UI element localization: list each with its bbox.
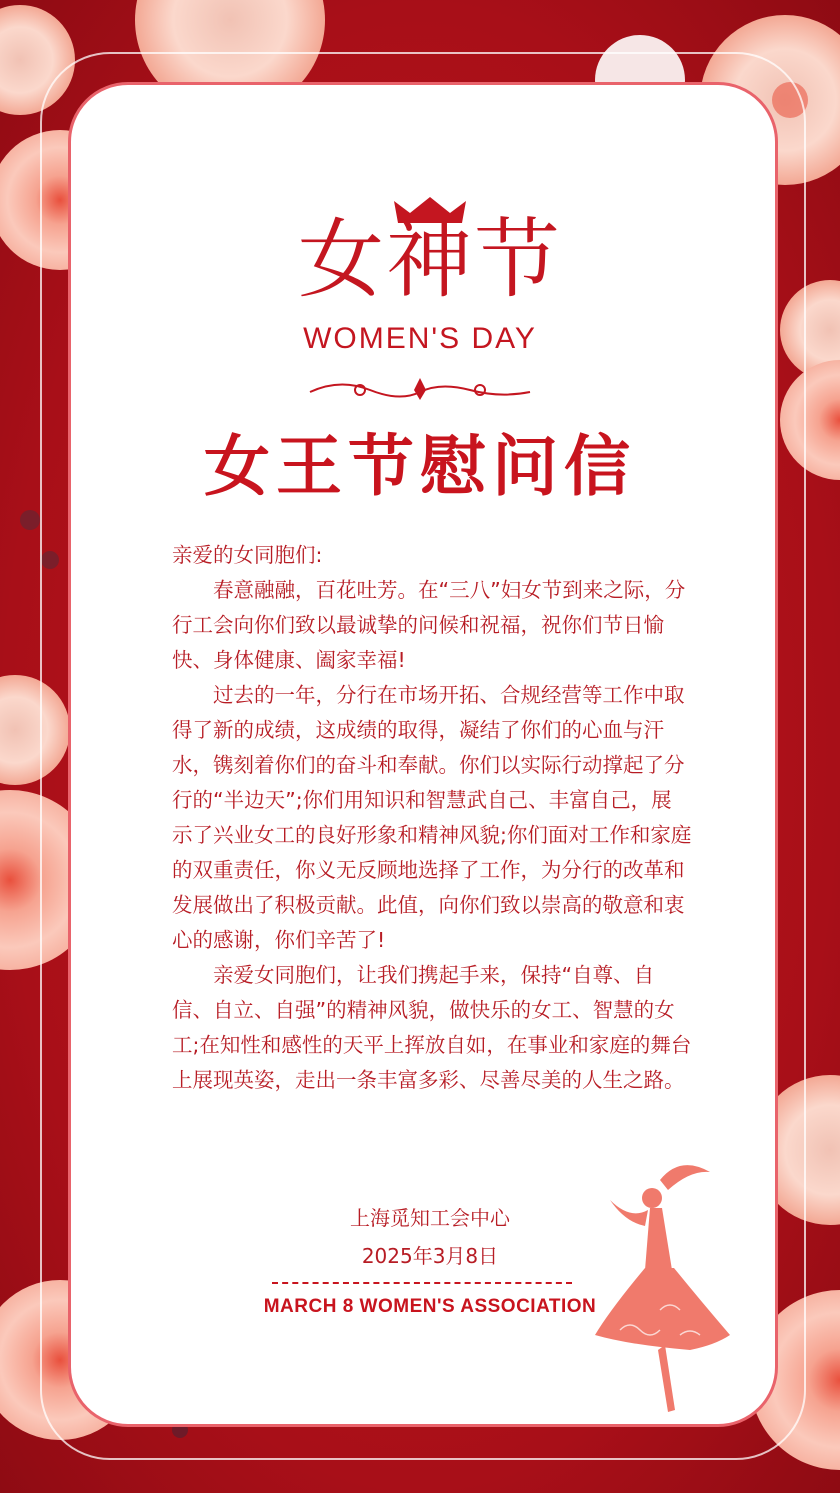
flourish-divider: [300, 370, 540, 410]
divider: [272, 1282, 572, 1284]
signature-org: 上海觅知工会中心: [350, 1206, 510, 1230]
logo-title: 女神节: [298, 210, 562, 310]
letter-body: [172, 538, 692, 1098]
paragraph: 亲爱女同胞们，让我们携起手来，保持“自尊、自信、自立、自强”的精神风貌，做快乐的女工、智慧的女工;在知性和感性的天平上挥放自如，在事业和家庭的舞台上展现英姿，走出一条丰富多彩、尽善尽美的人生之路。: [172, 963, 692, 1092]
paragraph: 过去的一年，分行在市场开拓、合规经营等工作中取得了新的成绩，这成绩的取得，凝结了你们的心血与汗水，镌刻着你们的奋斗和奉献。你们以实际行动撑起了分行的“半边天”;你们用知识和智慧武自己、丰富自己，展示了兴业女工的良好形象和精神风貌;你们面对工作和家庭的双重责任，你义无反顾地选择了工作，为分行的改革和发展做出了积极贡献。此值，向你们致以崇高的敬意和衷心的感谢，你们辛苦了!: [172, 683, 692, 952]
association-label: MARCH 8 WOMEN'S ASSOCIATION: [263, 1296, 597, 1317]
paragraph: 春意融融，百花吐芳。在“三八”妇女节到来之际，分行工会向你们致以最诚挚的问候和祝福，祝你们节日愉快、身体健康、阖家幸福!: [172, 578, 686, 672]
salutation: 亲爱的女同胞们:: [172, 543, 323, 567]
signature-date: 2025年3月8日: [361, 1244, 499, 1268]
logo-subtitle: WOMEN'S DAY: [303, 322, 537, 355]
page-title: 女王节慰问信: [204, 428, 636, 505]
logo: [270, 195, 590, 325]
dancer-silhouette: [590, 1160, 750, 1420]
